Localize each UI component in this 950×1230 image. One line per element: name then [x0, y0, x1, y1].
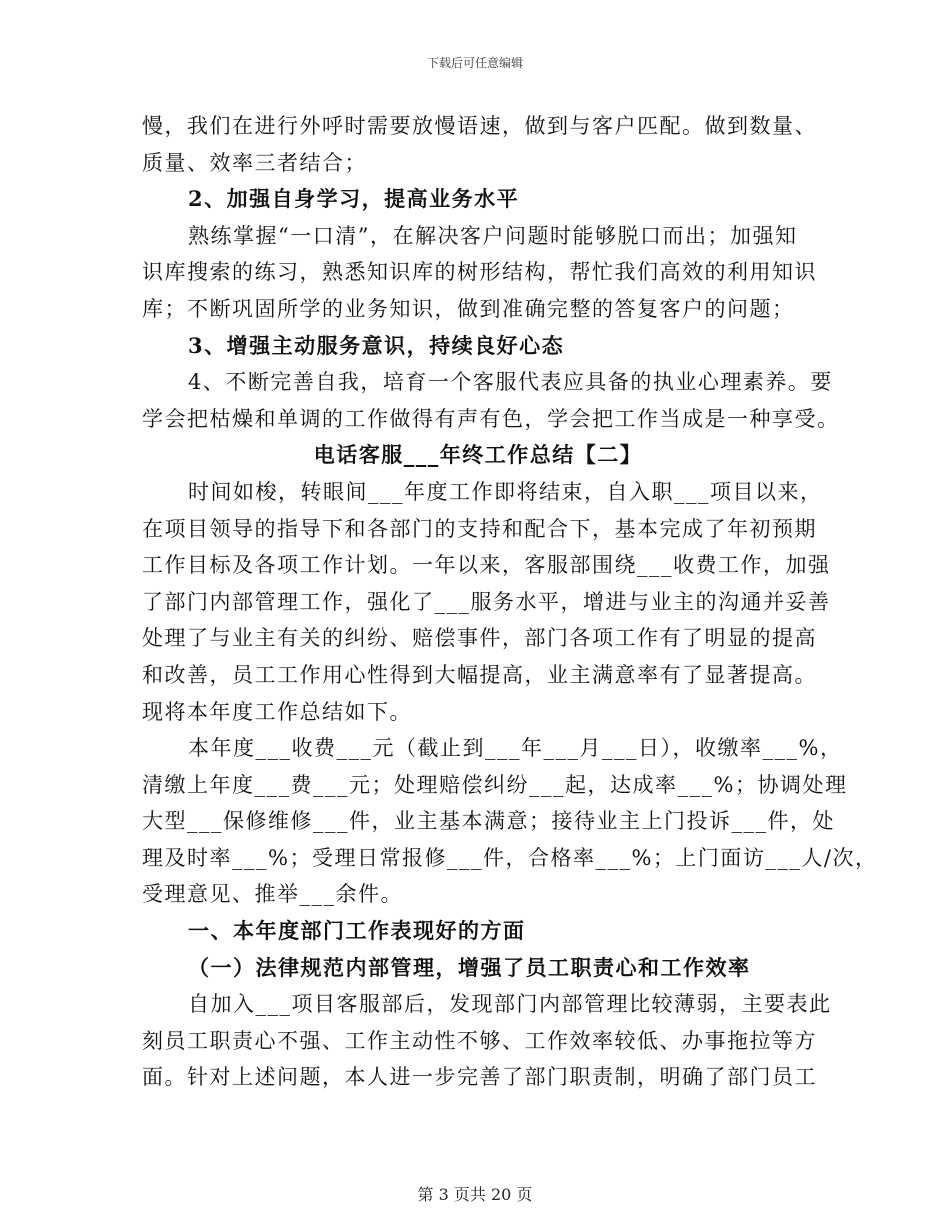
body-line: 清缴上年度___费___元；处理赔偿纠纷___起，达成率___%；协调处理 — [142, 772, 848, 797]
body-line: 自加入___项目客服部后，发现部门内部管理比较薄弱，主要表此 — [188, 992, 832, 1017]
body-line: 大型___保修维修___件，业主基本满意；接待业主上门投诉___件，处 — [142, 809, 835, 834]
body-line: 理及时率___%；受理日常报修___件，合格率___%；上门面访___人/次， — [142, 845, 878, 870]
body-line: 识库搜索的练习，熟悉知识库的树形结构，帮忙我们高效的利用知识 — [142, 260, 817, 285]
body-line: 工作目标及各项工作计划。一年以来，客服部围绕___收费工作，加强 — [142, 553, 831, 578]
body-line: 了部门内部管理工作，强化了___服务水平，增进与业主的沟通并妥善 — [142, 589, 831, 614]
body-line: 质量、效率三者结合； — [142, 150, 367, 175]
article-title: 电话客服___年终工作总结【二】 — [313, 442, 643, 468]
body-line: 刻员工职责心不强、工作主动性不够、工作效率较低、办事拖拉等方 — [142, 1028, 817, 1053]
subsection-heading: （一）法律规范内部管理，增强了员工职责心和工作效率 — [188, 954, 751, 980]
section-heading: 2、加强自身学习，提高业务水平 — [188, 186, 520, 212]
body-line: 面。针对上述问题，本人进一步完善了部门职责制，明确了部门员工 — [142, 1065, 817, 1090]
body-line: 现将本年度工作总结如下。 — [142, 699, 412, 724]
body-line: 熟练掌握“一口清”，在解决客户问题时能够脱口而出；加强知 — [188, 223, 798, 248]
body-line: 库；不断巩固所学的业务知识，做到准确完整的答复客户的问题； — [142, 296, 795, 321]
body-line: 受理意见、推举___余件。 — [142, 882, 403, 907]
page-header: 下载后可任意编辑 — [426, 56, 523, 70]
page-footer: 第 3 页共 20 页 — [417, 1185, 533, 1204]
body-line: 本年度___收费___元（截止到___年___月___日），收缴率___%， — [188, 736, 843, 761]
section-heading: 一、本年度部门工作表现好的方面 — [188, 918, 526, 944]
body-line: 慢，我们在进行外呼时需要放慢语速，做到与客户匹配。做到数量、 — [142, 114, 817, 138]
body-line: 处理了与业主有关的纠纷、赔偿事件，部门各项工作有了明显的提高 — [142, 626, 817, 651]
body-line: 时间如梭，转眼间___年度工作即将结束，自入职___项目以来， — [188, 479, 823, 504]
section-heading: 3、增强主动服务意识，持续良好心态 — [188, 332, 565, 358]
body-line: 4、不断完善自我，培育一个客服代表应具备的执业心理素养。要 — [188, 370, 833, 395]
body-line: 在项目领导的指导下和各部门的支持和配合下，基本完成了年初预期 — [142, 516, 817, 541]
document-body — [142, 108, 878, 1096]
body-line: 和改善，员工工作用心性得到大幅提高，业主满意率有了显著提高。 — [142, 662, 817, 687]
body-line: 学会把枯燥和单调的工作做得有声有色，学会把工作当成是一种享受。 — [142, 406, 840, 431]
